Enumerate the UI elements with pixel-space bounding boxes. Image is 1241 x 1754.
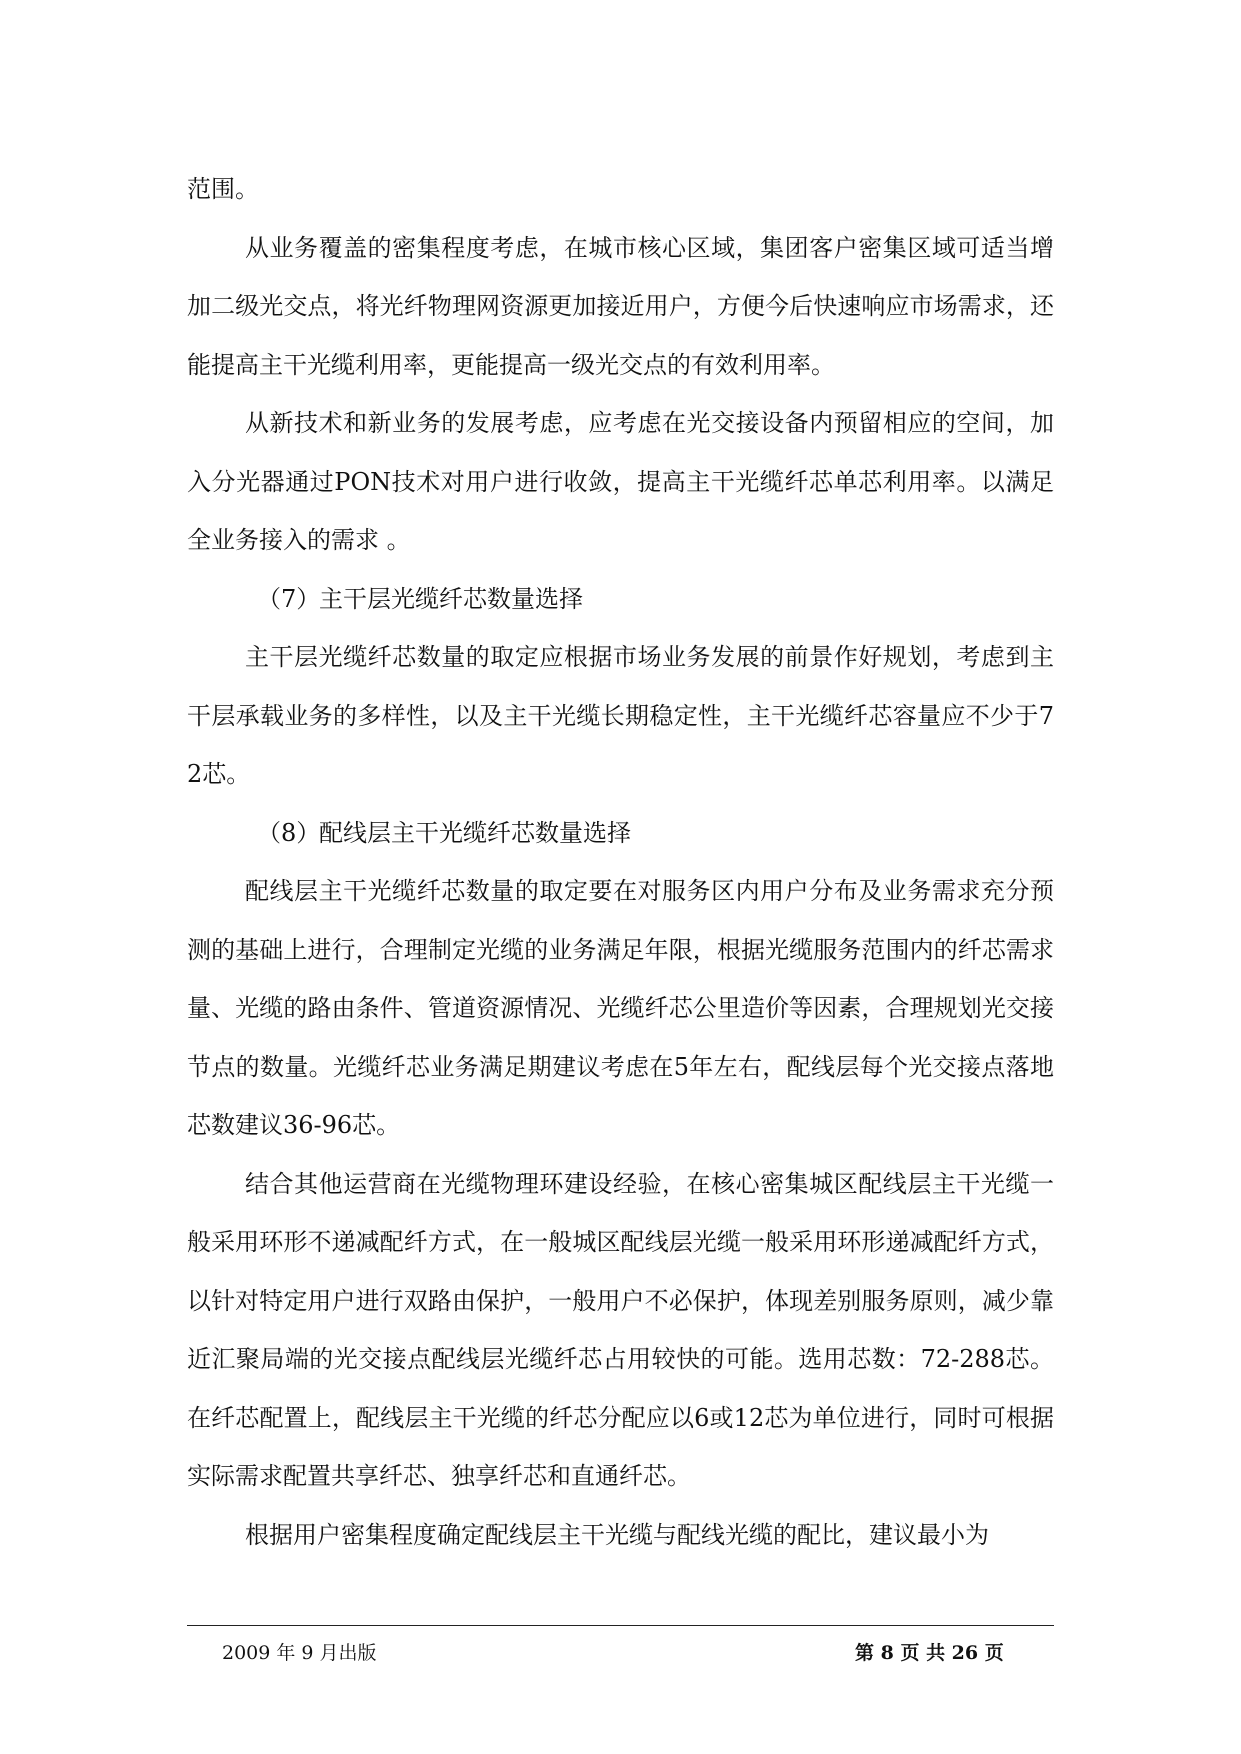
- paragraph-continuation: 范围。: [187, 175, 259, 203]
- section-number-7: （7）: [257, 584, 321, 613]
- footer-publish-date: 2009 年 9 月出版: [222, 1642, 377, 1664]
- paragraph-service-coverage: 从业务覆盖的密集程度考虑，在城市核心区域，集团客户密集区域可适当增加二级光交点，将光纤物理网资源更加接近用户，方便今后快速响应市场需求，还能提高主干光缆利用率，更能提高一级光交点的有效利用率。: [187, 233, 1054, 379]
- footer-divider: [187, 1625, 1054, 1626]
- paragraph-ring-construction: 结合其他运营商在光缆物理环建设经验，在核心密集城区配线层主干光缆一般采用环形不递减配纤方式，在一般城区配线层光缆一般采用环形递减配纤方式，以针对特定用户进行双路由保护，一般用户不必保护，体现差别服务原则，减少靠近汇聚局端的光交接点配线层光缆纤芯占用较快的可能。选用芯数：72-288芯。在纤芯配置上，配线层主干光缆的纤芯分配应以6或12芯为单位进行，同时可根据实际需求配置共享纤芯、独享纤芯和直通纤芯。: [187, 1169, 1054, 1490]
- paragraph-ratio: 根据用户密集程度确定配线层主干光缆与配线光缆的配比，建议最小为: [245, 1520, 989, 1549]
- footer-page-number: 第 8 页 共 26 页: [855, 1642, 1004, 1664]
- section-number-8: （8）: [257, 818, 321, 847]
- paragraph-new-technology: 从新技术和新业务的发展考虑，应考虑在光交接设备内预留相应的空间，加入分光器通过PON技术对用户进行收敛，提高主干光缆纤芯单芯利用率。以满足全业务接入的需求 。: [187, 409, 1054, 554]
- page-body: [187, 160, 1054, 1564]
- paragraph-distribution-fiber-count: 配线层主干光缆纤芯数量的取定要在对服务区内用户分布及业务需求充分预测的基础上进行，合理制定光缆的业务满足年限，根据光缆服务范围内的纤芯需求量、光缆的路由条件、管道资源情况、光缆纤芯公里造价等因素，合理规划光交接节点的数量。光缆纤芯业务满足期建议考虑在5年左右，配线层每个光交接点落地芯数建议36-96芯。: [187, 877, 1054, 1139]
- section-heading-7: [187, 570, 1054, 629]
- section-title-7: 主干层光缆纤芯数量选择: [319, 584, 583, 613]
- paragraph-trunk-fiber-count: 主干层光缆纤芯数量的取定应根据市场业务发展的前景作好规划，考虑到主干层承载业务的多样性，以及主干光缆长期稳定性，主干光缆纤芯容量应不少于72芯。: [187, 643, 1054, 788]
- section-heading-8: [187, 804, 1054, 863]
- section-title-8: 配线层主干光缆纤芯数量选择: [319, 818, 631, 847]
